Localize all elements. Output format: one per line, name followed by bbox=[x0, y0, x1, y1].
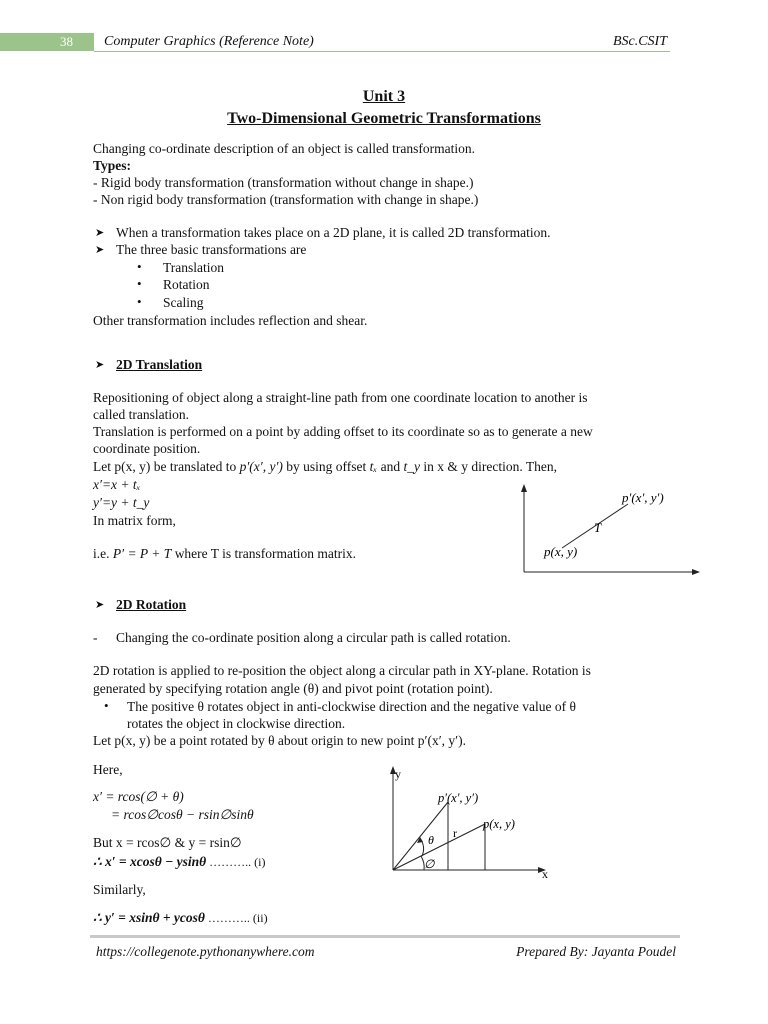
rotation-but: But x = rcos∅ & y = rsin∅ bbox=[93, 835, 242, 850]
rotation-para: generated by specifying rotation angle (θ) and pivot point (rotation point). bbox=[93, 681, 493, 696]
rotation-direction: The positive θ rotates object in anti-clockwise direction and the negative value of θ bbox=[127, 699, 576, 714]
type-rigid: - Rigid body transformation (transformation without change in shape.) bbox=[93, 175, 474, 190]
translation-heading: 2D Translation bbox=[116, 357, 203, 372]
rotation-heading: 2D Rotation bbox=[116, 597, 187, 612]
definition-text: Changing co-ordinate description of an object is called transformation. bbox=[93, 141, 476, 156]
vector-t-label: T bbox=[594, 520, 602, 535]
similarly-label: Similarly, bbox=[93, 882, 146, 897]
matrix-form-label: In matrix form, bbox=[93, 513, 176, 528]
point-p-label: p(x, y) bbox=[544, 544, 578, 559]
here-label: Here, bbox=[93, 762, 123, 777]
translation-let: Let p(x, y) be translated to p′(x′, y′) by using offset tₓ and t_y in x & y direction. Then, bbox=[93, 459, 557, 474]
rotation-let: Let p(x, y) be a point rotated by θ about origin to new point p′(x′, y′). bbox=[93, 733, 466, 748]
rotation-direction: rotates the object in clockwise direction. bbox=[127, 716, 346, 731]
translation-para: coordinate position. bbox=[93, 441, 201, 456]
rotation-para: 2D rotation is applied to re-position the object along a circular path in XY-plane. Rotation is bbox=[93, 663, 591, 678]
translation-eq-y: y′=y + t_y bbox=[93, 495, 150, 510]
rotation-result-y: ∴ y′ = xsinθ + ycosθ ……….. (ii) bbox=[93, 910, 268, 925]
point-2d-transformation: When a transformation takes place on a 2D plane, it is called 2D transformation. bbox=[116, 225, 551, 240]
footer-rule bbox=[90, 935, 680, 938]
course-name: BSc.CSIT bbox=[612, 34, 667, 49]
translation-para: called translation. bbox=[93, 407, 189, 422]
point-p-label: p(x, y) bbox=[483, 817, 515, 831]
other-transformations: Other transformation includes reflection and shear. bbox=[93, 313, 368, 328]
page-number: 38 bbox=[60, 34, 73, 49]
dash-bullet: - bbox=[93, 630, 98, 645]
unit-title: Two-Dimensional Geometric Transformations bbox=[227, 110, 541, 127]
translation-diagram bbox=[510, 480, 700, 580]
point-p-prime-label: p′(x′, y′) bbox=[622, 490, 664, 505]
list-item: Scaling bbox=[163, 295, 204, 310]
types-label: Types: bbox=[93, 158, 132, 173]
book-title: Computer Graphics (Reference Note) bbox=[104, 34, 314, 49]
translation-matrix-eq: i.e. P′ = P + T where T is transformation matrix. bbox=[93, 546, 357, 561]
dot-bullet-icon: • bbox=[104, 698, 109, 713]
unit-label: Unit 3 bbox=[362, 88, 406, 105]
rotation-eq-2: = rcos∅cosθ − rsin∅sinθ bbox=[111, 807, 254, 822]
arrow-bullet-icon: ➤ bbox=[95, 227, 105, 239]
arrow-bullet-icon: ➤ bbox=[95, 599, 105, 611]
translation-para: Translation is performed on a point by adding offset to its coordinate so as to generate a new bbox=[93, 424, 593, 439]
list-item: Rotation bbox=[163, 277, 210, 292]
header-rule bbox=[94, 51, 670, 52]
rotation-diagram bbox=[380, 762, 560, 882]
list-item: Translation bbox=[163, 260, 225, 275]
translation-eq-x: x′=x + tₓ bbox=[93, 477, 141, 492]
y-axis-arrow-icon bbox=[521, 484, 527, 492]
arrow-bullet-icon: ➤ bbox=[95, 359, 105, 371]
rotation-result-x: ∴ x′ = xcosθ − ysinθ ……….. (i) bbox=[93, 854, 266, 869]
footer-author: Prepared By: Jayanta Poudel bbox=[516, 944, 676, 959]
dot-bullet-icon: • bbox=[137, 276, 142, 291]
footer-url[interactable]: https://collegenote.pythonanywhere.com bbox=[96, 944, 315, 959]
dot-bullet-icon: • bbox=[137, 294, 142, 309]
rotation-definition: Changing the co-ordinate position along a circular path is called rotation. bbox=[116, 630, 511, 645]
theta-label: θ bbox=[428, 833, 434, 847]
radius-label: r bbox=[453, 826, 457, 840]
x-axis-arrow-icon bbox=[692, 569, 700, 575]
page-header bbox=[0, 33, 768, 53]
rotated-radius bbox=[393, 802, 448, 870]
rotation-eq-1: x′ = rcos(∅ + θ) bbox=[93, 789, 184, 804]
dot-bullet-icon: • bbox=[137, 259, 142, 274]
original-radius bbox=[393, 824, 485, 870]
x-axis-label: x bbox=[542, 867, 548, 881]
point-basic-transformations: The three basic transformations are bbox=[116, 242, 307, 257]
y-axis-label: y bbox=[395, 767, 401, 781]
translation-para: Repositioning of object along a straight-line path from one coordinate location to another is bbox=[93, 390, 588, 405]
phi-label: ∅ bbox=[424, 857, 435, 871]
page-number-bar bbox=[0, 33, 94, 51]
arrow-bullet-icon: ➤ bbox=[95, 244, 105, 256]
point-p-prime-label: p′(x′, y′) bbox=[438, 791, 479, 805]
type-nonrigid: - Non rigid body transformation (transformation with change in shape.) bbox=[93, 192, 479, 207]
